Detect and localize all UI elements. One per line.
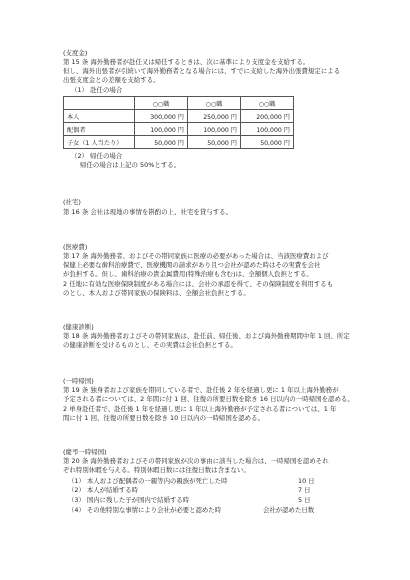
table-header-cell: ○○職 [135,97,188,110]
article-17-line-4: 2 任地に有効な医療保険制度がある場合には、会社の承認を得て、その保険制度を利用するも [63,280,334,288]
table-cell: 50,000 円 [135,136,188,149]
list-item-days: 10 日 [298,477,315,485]
list-item: （4） その他特別な事情により会社が必要と認めた時 [68,506,222,514]
section-heading: (社宅) [63,198,81,206]
table-cell: 200,000 円 [241,110,294,123]
section-heading: (医療費) [63,243,88,251]
article-15-line-3: 出張支度金との差額を支給する。 [63,76,160,84]
article-17-line-3: が負担する。但し、歯科治療の貴金属費用(特殊治療も含む)は、全額個人負担とする。 [63,270,313,278]
article-15-line-1: 第 15 条 海外勤務者が赴任又は帰任するときは、次に基準により支度金を支給する。 [63,58,310,66]
list-item: （3） 国内に残した子が国内で結婚する時 [68,496,190,504]
article-19-line-2: 予定される者については、2 年間に付 1 回、往復の所要日数を除き 16 日以内の一時帰国を認める。 [63,395,354,403]
table-header-cell: ○○職 [241,97,294,110]
table-cell: 50,000 円 [188,136,241,149]
allowance-table [63,96,294,149]
table-row [64,136,294,149]
list-item-days: 7 日 [298,486,311,494]
table-header-row [64,97,294,110]
list-item: （2） 本人が結婚する時 [68,486,139,494]
article-19-line-1: 第 19 条 独身者および家族を帯同している者で、赴任後 2 年を経過し更に 1 年以上海外勤務が [63,386,339,394]
article-15-line-2: 但し、海外出張者が引続いて海外勤務者となる場合には、すでに支給した海外出張費規定による [63,67,341,75]
table-header-cell [64,97,135,110]
list-item-days: 会社が認めた日数 [263,506,315,514]
article-17-line-2: 保健上必要な歯科治療費で、医療機関の請求があり且つ会社が認めた時はその実費を会社 [63,261,321,269]
section-heading: (慶弔一時帰国) [63,448,107,456]
article-20-line-2: ぞれ特別休暇を与える。特別休暇日数には往復日数は含まない。 [63,466,250,474]
table-row [64,110,294,123]
article-20-line-1: 第 20 条 海外勤務者およびその帯同家族が次の事由に該当した場合は、一時帰国を認めそれ [63,457,329,465]
row-label: 子女（1 人当たり） [64,136,135,149]
list-item: （1） 本人および配偶者の一親等内の親族が死亡した時 [68,477,228,485]
article-19-line-3: 2 単身赴任者で、赴任後 1 年を経過し更に 1 年以上海外勤務が予定される者については、1 年 [63,405,337,413]
subsection-title: （1） 赴任の場合 [71,86,123,94]
article-17-line-5: のとし、本人および帯同家族の保険料は、全額会社負担とする。 [63,289,250,297]
table-cell: 250,000 円 [188,110,241,123]
table-cell: 50,000 円 [241,136,294,149]
article-18-line-2: の健康診断を受けるものとし、その実費は会社負担とする。 [63,341,237,349]
subsection-text: 帰任の場合は上記の 50%とする。 [80,161,181,169]
table-cell: 100,000 円 [241,123,294,136]
article-16-line-1: 第 16 条 会社は現地の事情を斟酌の上、社宅を貸与する。 [63,208,233,216]
subsection-title: （2） 帰任の場合 [71,152,123,160]
article-18-line-1: 第 18 条 海外勤務者およびその帯同家族は、赴任前、帰任後、および海外勤務期間中年 1 回、所定 [63,332,350,340]
table-cell: 300,000 円 [135,110,188,123]
section-heading: (一時帰国) [63,377,94,385]
row-label: 配偶者 [64,123,135,136]
table-cell: 100,000 円 [188,123,241,136]
list-item-days: 5 日 [298,496,311,504]
table-header-cell: ○○職 [188,97,241,110]
section-heading: (支度金) [63,49,88,57]
section-heading: (健康診断) [63,323,94,331]
article-17-line-1: 第 17 条 海外勤務者、およびその帯同家族に医療の必要があった場合は、当該医療費および [63,252,329,260]
article-19-line-4: 間に付 1 回、往復の所要日数を除き 10 日以内の一時帰国を認める。 [63,414,265,422]
table-cell: 100,000 円 [135,123,188,136]
table-row [64,123,294,136]
row-label: 本人 [64,110,135,123]
